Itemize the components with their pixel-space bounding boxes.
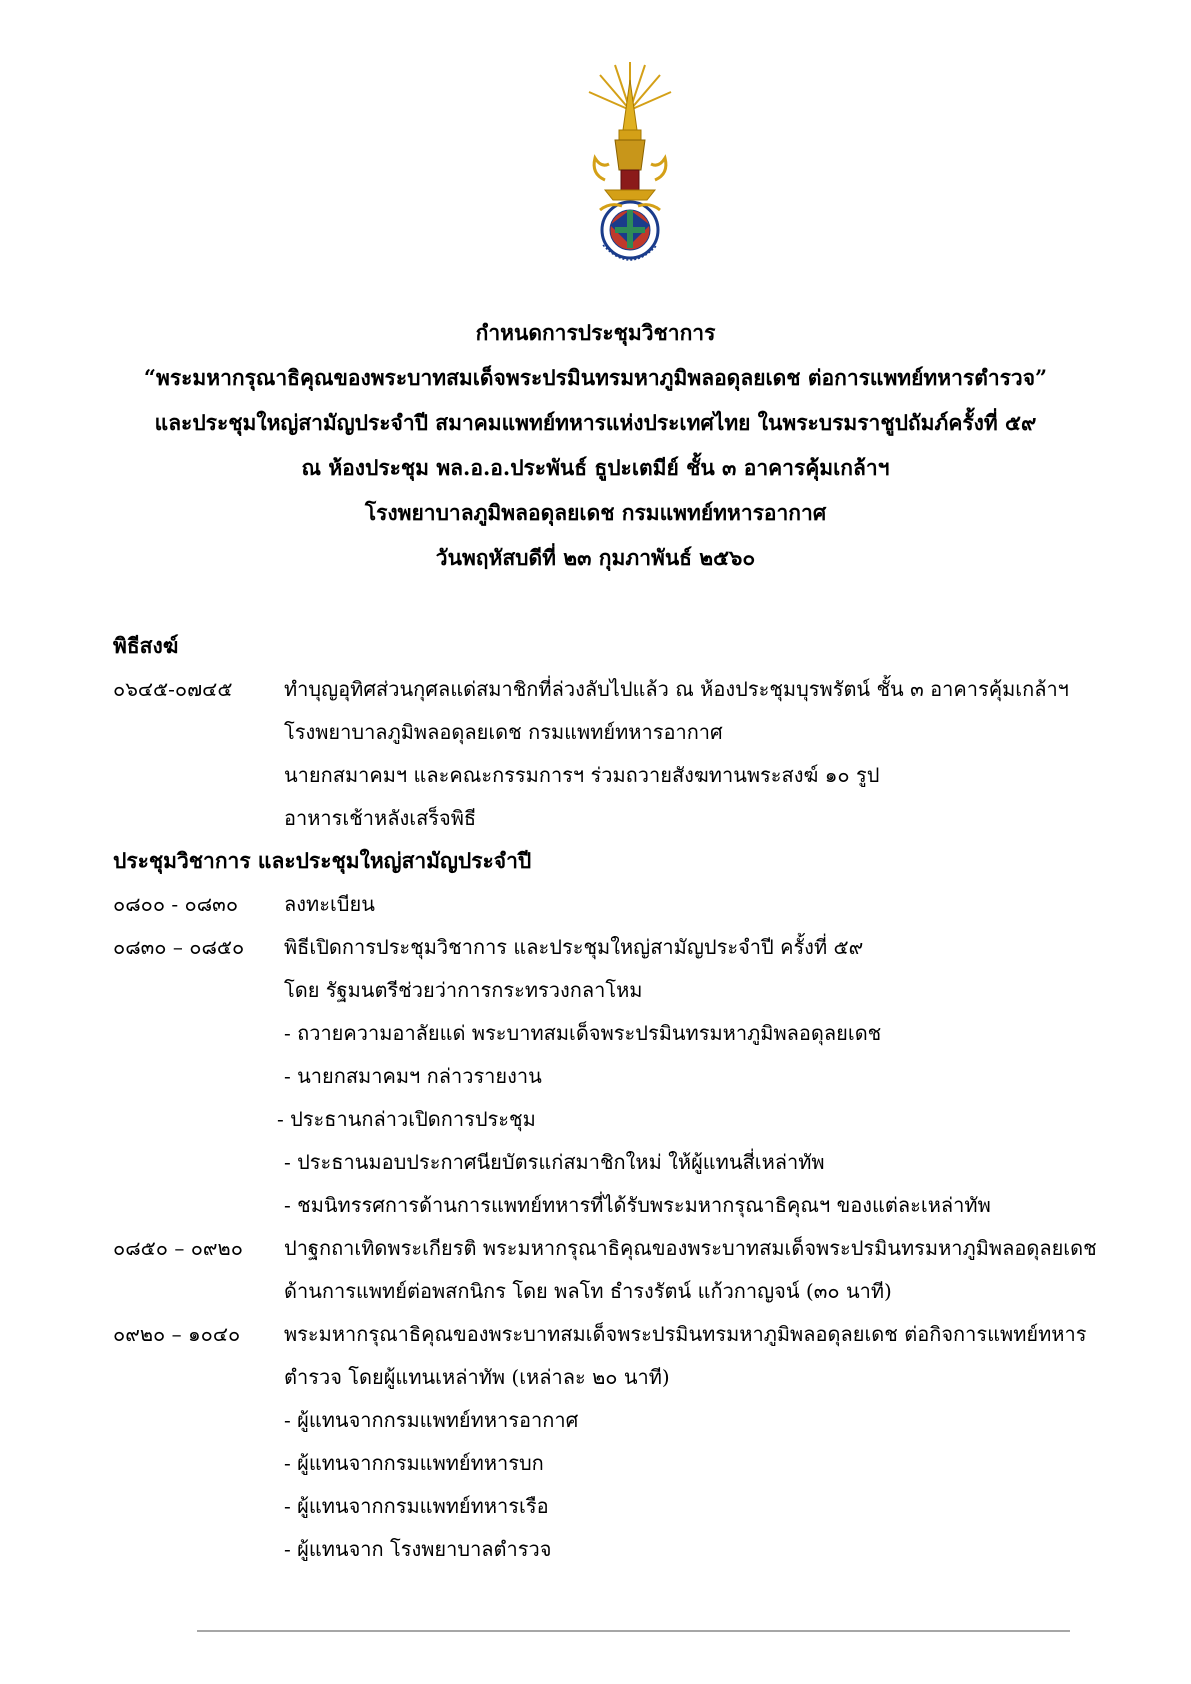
- agenda-time: ๐๘๐๐ - ๐๘๓๐: [113, 892, 239, 916]
- agenda-bullet: - นายกสมาคมฯ กล่าวรายงาน: [284, 1064, 542, 1088]
- title-line: “พระมหากรุณาธิคุณของพระบาทสมเด็จพระปรมินทรมหาภูมิพลอดุลยเดช ต่อการแพทย์ทหารตำรวจ”: [143, 365, 1048, 390]
- agenda-bullet: - ประธานมอบประกาศนียบัตรแก่สมาชิกใหม่ ให้ผู้แทนสี่เหล่าทัพ: [284, 1150, 825, 1174]
- agenda-bullet: - ผู้แทนจากกรมแพทย์ทหารบก: [284, 1451, 544, 1475]
- agenda-line: โดย รัฐมนตรีช่วยว่าการกระทรวงกลาโหม: [284, 978, 643, 1002]
- agenda-line: พิธีเปิดการประชุมวิชาการ และประชุมใหญ่สามัญประจำปี ครั้งที่ ๕๙: [284, 935, 864, 959]
- agenda-line: ด้านการแพทย์ต่อพสกนิกร โดย พลโท ธำรงรัตน์ แก้วกาญจน์ (๓๐ นาที): [284, 1279, 892, 1303]
- title-line: วันพฤหัสบดีที่ ๒๓ กุมภาพันธ์ ๒๕๖๐: [435, 545, 756, 570]
- agenda-line: ปาฐกถาเทิดพระเกียรติ พระมหากรุณาธิคุณของพระบาทสมเด็จพระปรมินทรมหาภูมิพลอดุลยเดช: [284, 1236, 1097, 1260]
- agenda-bullet: - ชมนิทรรศการด้านการแพทย์ทหารที่ได้รับพระมหากรุณาธิคุณฯ ของแต่ละเหล่าทัพ: [284, 1193, 991, 1217]
- document-title-block: [0, 310, 1191, 580]
- footer-divider: [197, 1630, 1070, 1632]
- agenda-time: ๐๘๓๐ – ๐๘๕๐: [113, 935, 245, 959]
- section-heading: ประชุมวิชาการ และประชุมใหญ่สามัญประจำปี: [113, 848, 532, 873]
- title-line: โรงพยาบาลภูมิพลอดุลยเดช กรมแพทย์ทหารอากาศ: [364, 500, 827, 525]
- agenda-bullet: - ผู้แทนจากกรมแพทย์ทหารเรือ: [284, 1494, 549, 1518]
- agenda-bullet: - ผู้แทนจากกรมแพทย์ทหารอากาศ: [284, 1408, 579, 1432]
- royal-emblem-icon: [585, 60, 675, 280]
- agenda-line: ตำรวจ โดยผู้แทนเหล่าทัพ (เหล่าละ ๒๐ นาที): [284, 1365, 670, 1389]
- agenda-bullet: - ถวายความอาลัยแด่ พระบาทสมเด็จพระปรมินทรมหาภูมิพลอดุลยเดช: [284, 1021, 882, 1045]
- agenda-bullet: - ผู้แทนจาก โรงพยาบาลตำรวจ: [284, 1537, 552, 1561]
- title-line: ณ ห้องประชุม พล.อ.อ.ประพันธ์ ธูปะเตมีย์ ชั้น ๓ อาคารคุ้มเกล้าฯ: [301, 455, 890, 480]
- title-line: กำหนดการประชุมวิชาการ: [475, 320, 716, 345]
- agenda-time: ๐๘๕๐ – ๐๙๒๐: [113, 1236, 243, 1260]
- agenda-line: อาหารเช้าหลังเสร็จพิธี: [284, 806, 477, 830]
- agenda-time: ๐๙๒๐ – ๑๐๔๐: [113, 1322, 241, 1346]
- agenda-line: นายกสมาคมฯ และคณะกรรมการฯ ร่วมถวายสังฆทานพระสงฆ์ ๑๐ รูป: [284, 763, 880, 787]
- agenda-line: ทำบุญอุทิศส่วนกุศลแด่สมาชิกที่ล่วงลับไปแล้ว ณ ห้องประชุมบุรพรัตน์ ชั้น ๓ อาคารคุ้มเกล้าฯ: [284, 677, 1069, 701]
- agenda-time: ๐๖๔๕-๐๗๔๕: [113, 677, 233, 701]
- title-line: และประชุมใหญ่สามัญประจำปี สมาคมแพทย์ทหารแห่งประเทศไทย ในพระบรมราชูปถัมภ์ครั้งที่ ๕๙: [154, 410, 1037, 435]
- agenda-bullet: - ประธานกล่าวเปิดการประชุม: [277, 1107, 536, 1131]
- agenda-line: โรงพยาบาลภูมิพลอดุลยเดช กรมแพทย์ทหารอากาศ: [284, 720, 723, 744]
- agenda-line: พระมหากรุณาธิคุณของพระบาทสมเด็จพระปรมินทรมหาภูมิพลอดุลยเดช ต่อกิจการแพทย์ทหาร: [284, 1322, 1087, 1346]
- agenda-line: ลงทะเบียน: [284, 892, 375, 916]
- section-heading: พิธีสงฆ์: [113, 633, 179, 658]
